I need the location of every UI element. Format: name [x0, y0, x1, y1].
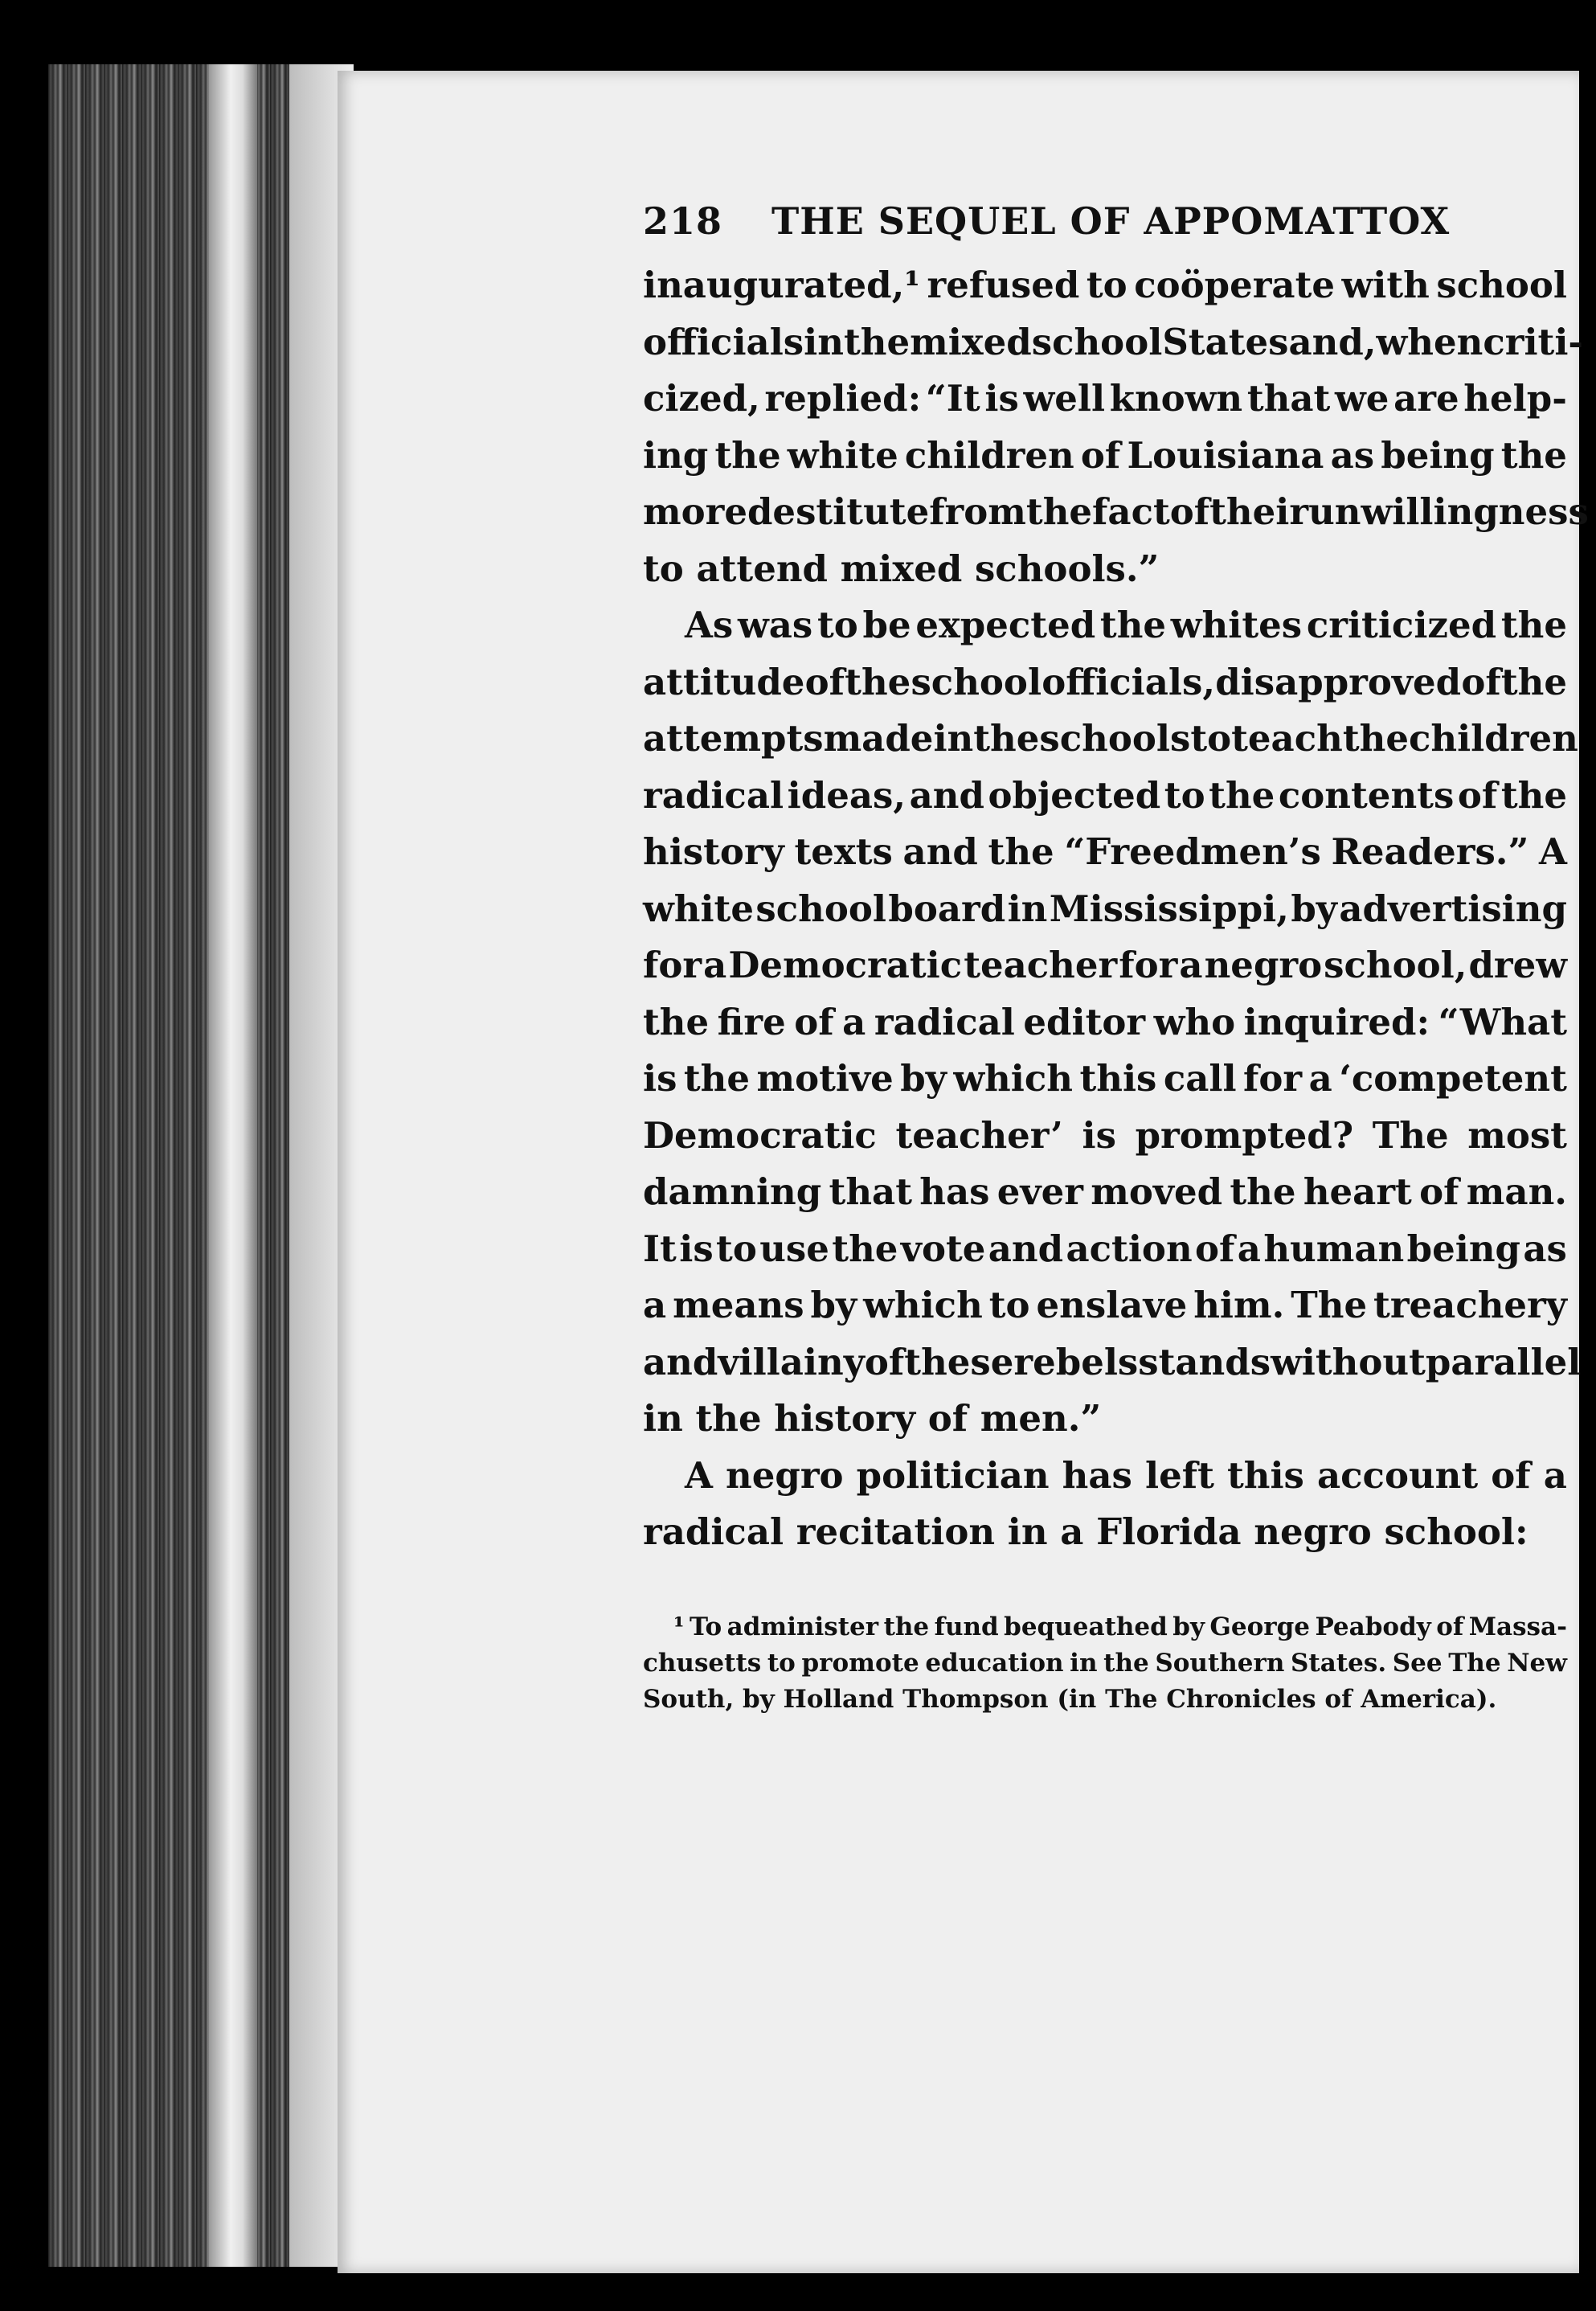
- word: the: [883, 1612, 930, 1641]
- word: To: [690, 1612, 722, 1641]
- word: means: [673, 1284, 804, 1326]
- word: expected: [915, 604, 1096, 646]
- word: a: [1179, 944, 1203, 986]
- word: the: [1342, 717, 1409, 760]
- word: objected: [988, 773, 1161, 817]
- word: Louisiana: [1127, 433, 1324, 477]
- word: a: [643, 1284, 667, 1326]
- word: to: [816, 604, 858, 646]
- word: New: [1507, 1648, 1567, 1678]
- word: attempts: [643, 717, 824, 760]
- text-line: [643, 484, 1589, 541]
- word: enslave: [1036, 1284, 1188, 1326]
- word: fact: [1092, 490, 1170, 533]
- word: a: [842, 1000, 866, 1043]
- text-line: to attend mixed schools.”: [643, 547, 1160, 590]
- page-number: 218: [643, 199, 723, 243]
- word: radical: [643, 773, 784, 817]
- word: Peabody: [1315, 1612, 1431, 1641]
- word: well: [1023, 377, 1106, 420]
- word: use: [759, 1227, 829, 1270]
- word: radical: [874, 1000, 1015, 1043]
- word: “What: [1438, 1000, 1567, 1043]
- word: prompted?: [1135, 1113, 1354, 1157]
- word: to: [767, 1648, 796, 1678]
- word: by: [1291, 887, 1337, 930]
- word: children: [1408, 717, 1578, 760]
- word: texts: [794, 830, 893, 873]
- text-line: [643, 994, 1567, 1051]
- word: replied:: [764, 377, 922, 420]
- word: are: [1393, 377, 1459, 420]
- word: is: [679, 1227, 714, 1270]
- word: A: [685, 1453, 713, 1497]
- word: promote: [801, 1648, 919, 1678]
- word: a: [703, 944, 727, 986]
- paragraph-2: [643, 597, 1582, 1448]
- word: of: [1457, 773, 1498, 817]
- word: known: [1109, 377, 1243, 420]
- word: Southern: [1155, 1648, 1285, 1678]
- word: we: [1335, 377, 1389, 420]
- word: the: [845, 660, 911, 703]
- word: chusetts: [643, 1648, 762, 1678]
- word: negro: [726, 1453, 844, 1497]
- word: parallel: [1425, 1340, 1582, 1383]
- word: be: [862, 604, 911, 646]
- word: Democratic: [728, 944, 963, 986]
- word: heart: [1303, 1170, 1412, 1213]
- text-line: [643, 937, 1567, 994]
- word: who: [1153, 1000, 1236, 1043]
- word: is: [984, 377, 1019, 420]
- word: Readers.”: [1331, 830, 1529, 873]
- word: most: [1467, 1113, 1567, 1157]
- word: help-: [1463, 377, 1567, 420]
- word: mixed: [910, 320, 1032, 363]
- word: of: [1461, 660, 1501, 703]
- word: George: [1209, 1612, 1311, 1641]
- word: of: [1195, 1227, 1235, 1270]
- word: white: [643, 887, 754, 930]
- text-line: [643, 1277, 1567, 1334]
- word: when: [1376, 320, 1483, 363]
- word: by: [1172, 1612, 1205, 1641]
- word: the: [1099, 604, 1167, 646]
- word: States.: [1291, 1648, 1387, 1678]
- word: which: [863, 1284, 983, 1326]
- word: destitute: [747, 490, 930, 533]
- word: this: [1079, 1057, 1157, 1100]
- word: school,: [1324, 944, 1467, 986]
- word: and: [902, 830, 978, 873]
- word: rebels: [1013, 1340, 1139, 1383]
- word: by: [900, 1057, 947, 1100]
- word: has: [1062, 1453, 1132, 1497]
- word: more: [643, 490, 747, 533]
- word: fund: [934, 1612, 999, 1641]
- text-line: [643, 1334, 1582, 1391]
- text-line: [643, 428, 1567, 485]
- word: to: [716, 1227, 757, 1270]
- word: inaugurated,¹: [643, 264, 920, 306]
- text-line: [643, 881, 1567, 938]
- word: ever: [996, 1170, 1083, 1213]
- word: disapproved: [1215, 660, 1462, 703]
- word: ¹: [673, 1612, 685, 1641]
- word: the: [1500, 660, 1567, 703]
- word: moved: [1091, 1170, 1223, 1213]
- word: the: [1500, 604, 1567, 646]
- word: ‘competent: [1339, 1057, 1567, 1100]
- word: administer: [726, 1612, 879, 1641]
- word: the: [714, 433, 781, 477]
- word: cized,: [643, 377, 760, 420]
- word: is: [1082, 1113, 1116, 1157]
- word: in: [1007, 887, 1048, 930]
- word: whites: [1170, 604, 1303, 646]
- word: criti-: [1483, 320, 1584, 363]
- word: attitude: [643, 660, 805, 703]
- word: by: [810, 1284, 857, 1326]
- word: for: [1119, 944, 1178, 986]
- word: ing: [643, 433, 709, 477]
- word: board: [888, 887, 1006, 930]
- word: the: [1500, 433, 1567, 477]
- paragraph-3: [643, 1448, 1567, 1561]
- word: criticized: [1306, 604, 1497, 646]
- word: the: [1025, 490, 1093, 533]
- word: for: [1243, 1057, 1303, 1100]
- word: education: [925, 1648, 1064, 1678]
- word: account: [1316, 1453, 1479, 1497]
- word: refused: [927, 264, 1080, 306]
- word: school: [755, 887, 886, 930]
- word: in: [933, 717, 974, 760]
- word: politician: [856, 1453, 1050, 1497]
- paragraph-1: [643, 257, 1589, 597]
- word: “Freedmen’s: [1064, 830, 1321, 873]
- word: and: [909, 773, 984, 817]
- word: teacher’: [895, 1113, 1063, 1157]
- word: man.: [1466, 1170, 1567, 1213]
- text-line: [643, 1108, 1567, 1165]
- word: school: [1436, 264, 1567, 306]
- footnote: [643, 1609, 1567, 1718]
- word: from: [929, 490, 1026, 533]
- word: Mississippi,: [1049, 887, 1289, 930]
- book-page-edges: [48, 64, 354, 2267]
- word: fire: [717, 1000, 786, 1043]
- word: as: [1523, 1227, 1567, 1270]
- word: of: [1419, 1170, 1459, 1213]
- word: of: [804, 660, 845, 703]
- word: unwillingness: [1308, 490, 1589, 533]
- word: editor: [1023, 1000, 1146, 1043]
- word: officials,: [1041, 660, 1216, 703]
- word: for: [643, 944, 702, 986]
- word: left: [1144, 1453, 1214, 1497]
- word: the: [832, 1227, 898, 1270]
- word: their: [1209, 490, 1309, 533]
- word: negro: [1204, 944, 1323, 986]
- word: to: [1086, 264, 1127, 306]
- text-line: [643, 257, 1567, 314]
- word: treachery: [1373, 1284, 1567, 1326]
- word: of: [864, 1340, 905, 1383]
- word: in: [1070, 1648, 1098, 1678]
- word: to: [1164, 773, 1205, 817]
- word: of: [1491, 1453, 1531, 1497]
- word: of: [794, 1000, 834, 1043]
- word: call: [1163, 1057, 1237, 1100]
- word: the: [988, 830, 1054, 873]
- word: advertising: [1339, 887, 1567, 930]
- word: is: [643, 1057, 677, 1100]
- text-line: [643, 597, 1567, 654]
- word: in: [804, 320, 844, 363]
- word: States: [1162, 320, 1289, 363]
- word: with: [1341, 264, 1430, 306]
- word: the: [1230, 1170, 1296, 1213]
- word: as: [1330, 433, 1375, 477]
- footnote-line: South, by Holland Thompson (in The Chronicles of America).: [643, 1684, 1497, 1714]
- word: Massa-: [1468, 1612, 1567, 1641]
- word: damning: [643, 1170, 822, 1213]
- word: ideas,: [787, 773, 906, 817]
- word: these: [904, 1340, 1014, 1383]
- word: being: [1381, 433, 1495, 477]
- footnote-line: [643, 1609, 1567, 1645]
- word: which: [953, 1057, 1073, 1100]
- word: schools: [1039, 717, 1191, 760]
- word: school: [911, 660, 1042, 703]
- word: coöperate: [1134, 264, 1336, 306]
- word: As: [685, 604, 734, 646]
- word: See: [1392, 1648, 1443, 1678]
- word: without: [1271, 1340, 1426, 1383]
- word: villainy: [718, 1340, 865, 1383]
- word: history: [643, 830, 784, 873]
- text-line: [643, 711, 1578, 768]
- word: to: [988, 1284, 1030, 1326]
- word: The: [1448, 1648, 1501, 1678]
- word: the: [1209, 773, 1275, 817]
- word: Democratic: [643, 1113, 877, 1157]
- word: contents: [1278, 773, 1455, 817]
- word: the: [1500, 773, 1567, 817]
- word: that: [829, 1170, 912, 1213]
- text-line: [643, 1164, 1567, 1221]
- word: the: [843, 320, 911, 363]
- text-line: in the history of men.”: [643, 1397, 1102, 1440]
- word: school: [1031, 320, 1163, 363]
- word: white: [787, 433, 898, 477]
- text-line: [643, 654, 1567, 711]
- word: and,: [1288, 320, 1377, 363]
- footnote-line: [643, 1645, 1567, 1682]
- text-line: [643, 1051, 1567, 1108]
- word: The: [1291, 1284, 1368, 1326]
- word: and: [988, 1227, 1064, 1270]
- word: of: [1436, 1612, 1464, 1641]
- text-line: [643, 1448, 1567, 1505]
- word: that: [1246, 377, 1331, 420]
- word: has: [919, 1170, 990, 1213]
- text-line: [643, 768, 1567, 825]
- word: The: [1372, 1113, 1449, 1157]
- word: motive: [756, 1057, 894, 1100]
- word: inquired:: [1243, 1000, 1430, 1043]
- word: him.: [1193, 1284, 1285, 1326]
- word: It: [643, 1227, 677, 1270]
- word: children: [904, 433, 1074, 477]
- word: of: [1080, 433, 1121, 477]
- word: the: [1103, 1648, 1149, 1678]
- word: the: [643, 1000, 710, 1043]
- word: teacher: [964, 944, 1118, 986]
- word: a: [1308, 1057, 1332, 1100]
- word: to: [1190, 717, 1232, 760]
- word: bequeathed: [1004, 1612, 1168, 1641]
- text-line: [643, 314, 1584, 371]
- word: teach: [1231, 717, 1343, 760]
- page-text-block: [643, 199, 1589, 1718]
- word: human: [1263, 1227, 1405, 1270]
- running-header: [643, 199, 1567, 243]
- body-text: [643, 257, 1589, 1561]
- text-line: [643, 1221, 1567, 1278]
- word: a: [1543, 1453, 1567, 1497]
- running-title: THE SEQUEL OF APPOMATTOX: [771, 199, 1451, 243]
- word: drew: [1468, 944, 1567, 986]
- word: made: [823, 717, 934, 760]
- page-edge-highlight: [209, 64, 257, 2267]
- text-line: [643, 371, 1567, 428]
- word: vote: [900, 1227, 986, 1270]
- text-line: [643, 824, 1567, 881]
- word: A: [1539, 830, 1567, 873]
- word: a: [1237, 1227, 1261, 1270]
- word: and: [643, 1340, 718, 1383]
- word: was: [737, 604, 813, 646]
- word: the: [683, 1057, 751, 1100]
- word: the: [973, 717, 1040, 760]
- book-page: [338, 71, 1589, 2273]
- word: stands: [1138, 1340, 1271, 1383]
- word: action: [1066, 1227, 1193, 1270]
- word: “It: [925, 377, 980, 420]
- word: of: [1169, 490, 1210, 533]
- word: being: [1406, 1227, 1521, 1270]
- word: officials: [643, 320, 804, 363]
- word: this: [1226, 1453, 1304, 1497]
- text-line: radical recitation in a Florida negro school:: [643, 1510, 1528, 1553]
